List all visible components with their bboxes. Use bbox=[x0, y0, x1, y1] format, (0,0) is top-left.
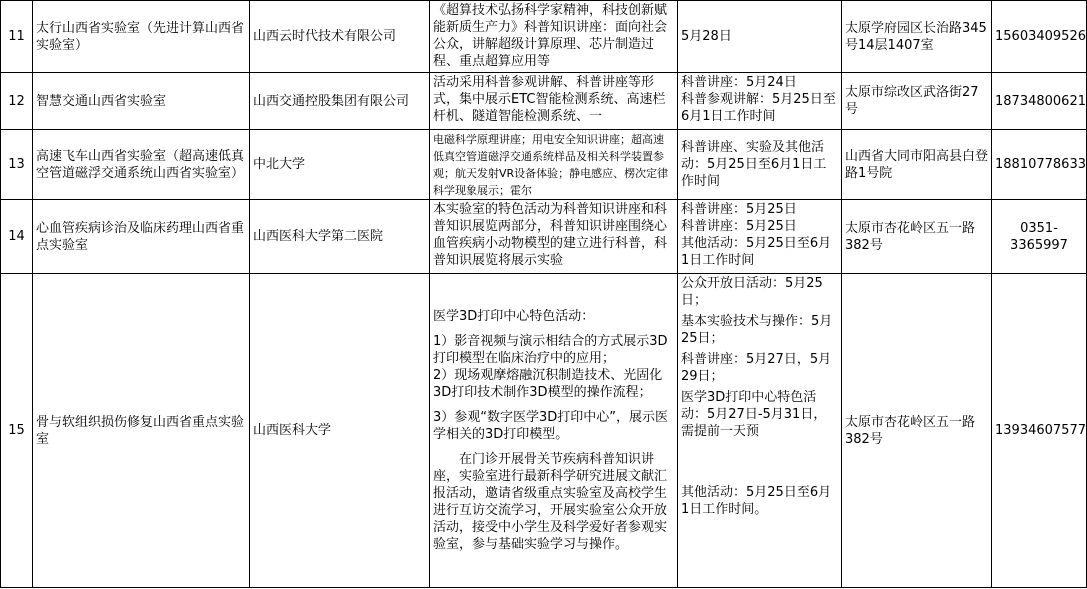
time-paragraph: 基本实验技术与操作：5月25日； bbox=[681, 314, 833, 346]
row-number: 12 bbox=[1, 73, 33, 130]
organization: 山西交通控股集团有限公司 bbox=[250, 73, 430, 130]
organization: 山西医科大学第二医院 bbox=[250, 200, 430, 274]
address: 山西省大同市阳高县白登路1号院 bbox=[842, 130, 992, 200]
activity-paragraph: 3）参观“数字医学3D打印中心”，展示医学相关的3D打印模型。 bbox=[433, 410, 669, 442]
time-line: 科普参观讲解：5月25日至6月1日工作时间 bbox=[681, 92, 836, 124]
table-row bbox=[1, 130, 1087, 200]
phone: 15603409526 bbox=[992, 1, 1087, 73]
time-line: 科普讲座：5月25日 bbox=[681, 202, 797, 217]
address: 太原学府园区长治路345号14层1407室 bbox=[842, 1, 992, 73]
activity-cell bbox=[430, 130, 678, 200]
activity-cell bbox=[430, 274, 678, 588]
time-line: 其他活动：5月25日至6月1日工作时间 bbox=[681, 236, 832, 268]
activity-cell bbox=[430, 1, 678, 73]
activity-paragraph: 在门诊开展骨关节疾病科普知识讲座，实验室进行最新科学研究进展文献汇报活动，邀请省级重点实验室及高校学生进行互访交流学习，开展实验室公众开放活动，接受中小学生及科学爱好者参观实验室，参与基础实验学习与操作。 bbox=[433, 452, 668, 552]
phone: 0351-3365997 bbox=[992, 200, 1087, 274]
activity-text: 本实验室的特色活动为科普知识讲座和科普知识展览两部分，科普知识讲座围绕心血管疾病小动物模型的建立进行科普，科普知识展览将展示实验 bbox=[433, 202, 668, 268]
table-row bbox=[1, 1, 1087, 73]
lab-name: 骨与软组织损伤修复山西省重点实验室 bbox=[33, 274, 250, 588]
activity-text: 《超算技术弘扬科学家精神，科技创新赋能新质生产力》科普知识讲座：面向社会公众，讲解超级计算原理、芯片制造过程、重点超算应用等 bbox=[433, 3, 668, 69]
phone: 18810778633 bbox=[992, 130, 1087, 200]
organization: 中北大学 bbox=[250, 130, 430, 200]
time-line: 科普讲座：5月25日 bbox=[681, 219, 797, 234]
time-paragraph: 其他活动：5月25日至6月1日工作时间。 bbox=[681, 485, 832, 517]
activity-paragraph: 2）现场观摩熔融沉积制造技术、光固化3D打印技术制作3D模型的操作流程； bbox=[433, 368, 663, 400]
activity-cell bbox=[430, 200, 678, 274]
address: 太原市综改区武洛街27号 bbox=[842, 73, 992, 130]
row-number: 13 bbox=[1, 130, 33, 200]
phone: 18734800621 bbox=[992, 73, 1087, 130]
time-paragraph: 公众开放日活动：5月25日； bbox=[681, 276, 823, 308]
table-row bbox=[1, 274, 1087, 588]
activity-text: 活动采用科普参观讲解、科普讲座等形式，集中展示ETC智能检测系统、高速栏杆机、隧道智能检测系统、一 bbox=[433, 75, 666, 124]
lab-name: 太行山西省实验室（先进计算山西省实验室） bbox=[33, 1, 250, 73]
time-paragraph: 科普讲座：5月27日，5月29日； bbox=[681, 352, 832, 384]
activity-time: 5月28日 bbox=[678, 1, 842, 73]
address: 太原市杏花岭区五一路382号 bbox=[842, 200, 992, 274]
organization: 山西云时代技术有限公司 bbox=[250, 1, 430, 73]
activity-time-cell bbox=[678, 73, 842, 130]
activity-paragraph: 医学3D打印中心特色活动： bbox=[433, 309, 595, 324]
activity-time-cell bbox=[678, 200, 842, 274]
phone: 13934607577 bbox=[992, 274, 1087, 588]
activity-text: 电磁科学原理讲座；用电安全知识讲座；超高速低真空管道磁浮交通系统样品及相关科学装置参观；航天发射VR设备体验；静电感应、楞次定律科学现象展示；霍尔 bbox=[433, 133, 669, 197]
activity-cell bbox=[430, 73, 678, 130]
lab-name: 高速飞车山西省实验室（超高速低真空管道磁浮交通系统山西省实验室） bbox=[33, 130, 250, 200]
row-number: 15 bbox=[1, 274, 33, 588]
lab-name: 智慧交通山西省实验室 bbox=[33, 73, 250, 130]
row-number: 14 bbox=[1, 200, 33, 274]
time-paragraph: 医学3D打印中心特色活动：5月27日-5月31日，需提前一天预 bbox=[681, 390, 827, 439]
activity-paragraph: 1）影音视频与演示相结合的方式展示3D打印模型在临床治疗中的应用； bbox=[433, 334, 668, 366]
lab-name: 心血管疾病诊治及临床药理山西省重点实验室 bbox=[33, 200, 250, 274]
address: 太原市杏花岭区五一路382号 bbox=[842, 274, 992, 588]
time-line: 科普讲座：5月24日 bbox=[681, 75, 797, 90]
row-number: 11 bbox=[1, 1, 33, 73]
organization: 山西医科大学 bbox=[250, 274, 430, 588]
table-row bbox=[1, 200, 1087, 274]
table-row bbox=[1, 73, 1087, 130]
activity-time-cell bbox=[678, 274, 842, 588]
activity-time: 科普讲座、实验及其他活动：5月25日至6月1日工作时间 bbox=[678, 130, 842, 200]
